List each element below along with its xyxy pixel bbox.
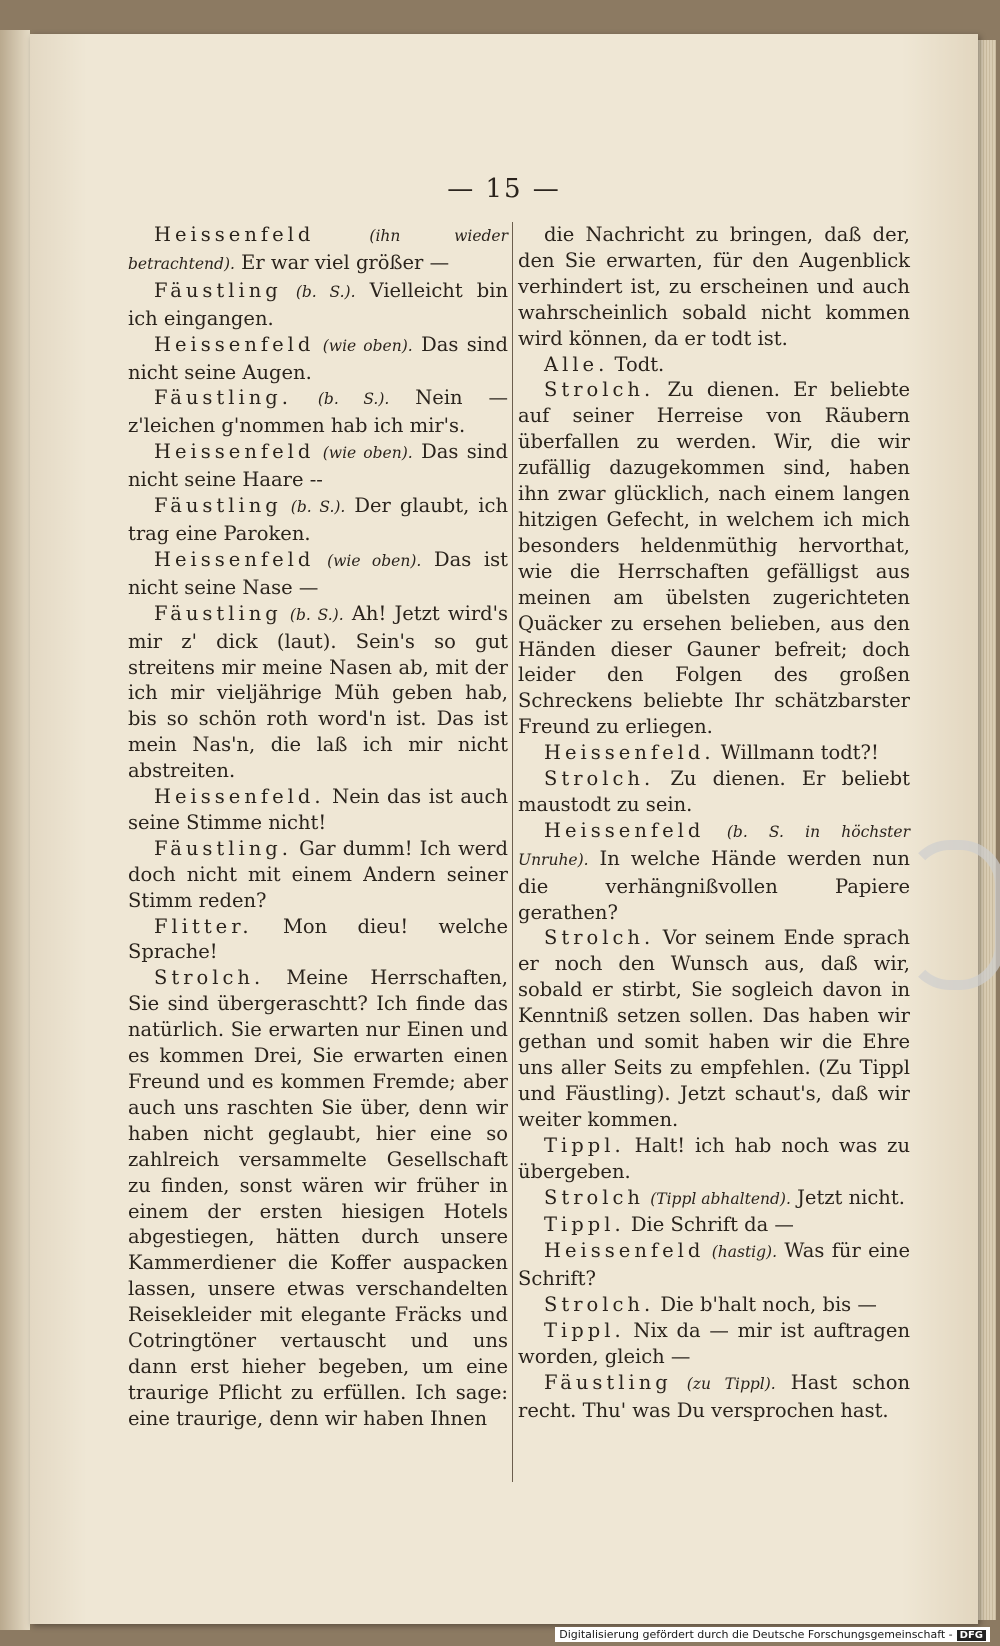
right-column: [518, 222, 910, 1424]
footer-credit: [555, 1627, 990, 1642]
dialogue-text: Das sind nicht seine Augen.: [128, 332, 508, 384]
dialogue-paragraph: [518, 1133, 910, 1185]
speaker-name: Fäustling: [154, 601, 282, 625]
speaker-name: Fäustling: [544, 1370, 672, 1394]
dialogue-text: die Nachricht zu bringen, daß der, den Sie erwarten, für den Augenblick verhindert ist, zu erscheinen und auch wahrscheinlich sobald nicht kommen wird können, da er todt ist.: [518, 223, 910, 350]
stage-direction: (wie oben).: [322, 336, 413, 355]
speaker-name: Fäustling: [154, 278, 282, 302]
dialogue-text: Hast schon recht. Thu' was Du versprochen hast.: [518, 1370, 911, 1422]
stage-direction: (b. S.).: [295, 282, 356, 301]
dialogue-text: Willmann todt?!: [720, 741, 879, 765]
speaker-name: Fäustling: [154, 494, 282, 518]
dialogue-paragraph: [518, 222, 910, 352]
dialogue-paragraph: [518, 1238, 910, 1292]
dialogue-paragraph: [518, 1212, 910, 1238]
page-stack-edge: [978, 40, 996, 1620]
dialogue-text: Todt.: [614, 352, 665, 376]
stage-direction: (b. S.).: [317, 390, 390, 409]
speaker-name: Heissenfeld: [544, 1239, 705, 1263]
dialogue-text: Meine Herrschaften, Sie sind übergeraschtt? Ich finde das natürlich. Sie erwarten nur Einen und es kommen Drei, Sie erwarten einen Freund und es kommen Fremde; aber auch uns raschten Sie über, denn wir haben nicht geglaubt, hier eine so zahlreich versammelte Gesellschaft zu finden, sonst wären wir früher in einem der ersten hiesigen Hotels abgestiegen, hätten durch unsere Kammerdiener die Koffer auspacken lassen, unsere etwas verschandelten Reisekleider mit elegante Fräcks und Cotringtöner vertauscht und uns dann erst hieher begeben, um eine traurige Pflicht zu erfüllen. Ich sage: eine traurige, denn wir haben Ihnen: [128, 966, 508, 1430]
book-page: [30, 34, 978, 1624]
page-clip: [905, 840, 1000, 990]
speaker-name: Strolch: [544, 1185, 644, 1209]
dialogue-paragraph: [518, 377, 910, 740]
dialogue-paragraph: [128, 493, 508, 547]
speaker-name: Heissenfeld: [154, 440, 315, 464]
dialogue-text: Vielleicht bin ich eingangen.: [128, 278, 509, 330]
dialogue-text: Vor seinem Ende sprach er noch den Wunsch aus, daß wir, sobald er stirbt, Sie sogleich davon in Kenntniß setzen sollen. Das haben wir gethan und somit haben wir die Ehre uns aller Seits zu empfehlen. (Zu Tippl und Fäustling). Jetzt schaut's, daß wir weiter kommen.: [518, 926, 910, 1131]
dialogue-text: Der glaubt, ich trag eine Paroken.: [128, 494, 509, 545]
facing-page-edge: [0, 30, 31, 1630]
dialogue-paragraph: [128, 914, 508, 966]
dialogue-paragraph: [518, 1318, 910, 1370]
dialogue-paragraph: [128, 332, 508, 386]
speaker-name: Tippl.: [544, 1133, 625, 1157]
dialogue-text: Gar dumm! Ich werd doch nicht mit einem Andern seiner Stimm reden?: [128, 836, 508, 912]
stage-direction: (wie oben).: [327, 551, 422, 570]
dialogue-text: Das sind nicht seine Haare --: [128, 440, 508, 492]
dialogue-paragraph: [128, 836, 508, 914]
dialogue-paragraph: [128, 278, 508, 332]
speaker-name: Strolch.: [544, 378, 655, 402]
stage-direction: (b. S.).: [290, 498, 346, 517]
dialogue-text: Er war viel größer —: [241, 250, 450, 274]
speaker-name: Fäustling.: [154, 386, 292, 410]
speaker-name: Strolch.: [544, 1293, 655, 1317]
stage-direction: (b. S.).: [289, 605, 344, 624]
dialogue-text: Zu dienen. Er beliebt maustodt zu sein.: [518, 767, 910, 816]
dialogue-paragraph: [518, 1292, 910, 1318]
dialogue-text: Jetzt nicht.: [797, 1185, 905, 1209]
speaker-name: Heissenfeld: [154, 223, 315, 246]
speaker-name: Heissenfeld: [544, 818, 705, 842]
dialogue-text: Zu dienen. Er beliebte auf seiner Herreise von Räubern überfallen zu werden. Wir, die wir zufällig dazugekommen sind, haben ihn zwar glücklich, nach einem langen hitzigen Gefecht, in welchem ich mich besonders heldenmüthig hervorthat, wie die Herrschaften gefälligst aus meinen am übelsten zugerichteten Quäcker zu ersehen belieben, aus den Händen dieser Gauner befreit; doch leider den Folgen des großen Schreckens beliebte Ihr schätzbarster Freund zu erliegen.: [518, 378, 910, 739]
speaker-name: Strolch.: [544, 926, 655, 950]
speaker-name: Fäustling.: [154, 836, 292, 860]
dfg-logo: DFG: [957, 1630, 986, 1641]
dialogue-paragraph: [518, 925, 910, 1132]
stage-direction: (Tippl abhaltend).: [650, 1189, 791, 1208]
speaker-name: Alle.: [544, 352, 609, 376]
footer-text: Digitalisierung gefördert durch die Deutsche Forschungsgemeinschaft -: [559, 1628, 953, 1641]
dialogue-text: Nein das ist auch seine Stimme nicht!: [128, 785, 508, 834]
speaker-name: Tippl.: [544, 1319, 625, 1343]
speaker-name: Tippl.: [544, 1213, 625, 1237]
speaker-name: Heissenfeld: [154, 547, 315, 571]
dialogue-text: In welche Hände werden nun die verhängnißvollen Papiere gerathen?: [518, 846, 910, 924]
dialogue-text: Nix da — mir ist auftragen worden, gleich —: [518, 1319, 911, 1368]
dialogue-paragraph: [518, 352, 910, 378]
stage-direction: (hastig).: [711, 1243, 778, 1262]
dialogue-paragraph: [128, 439, 508, 493]
dialogue-paragraph: [128, 547, 508, 601]
stage-direction: (zu Tippl).: [686, 1374, 776, 1393]
speaker-name: Heissenfeld.: [544, 741, 715, 765]
dialogue-text: Das ist nicht seine Nase —: [128, 547, 509, 599]
dialogue-paragraph: [128, 222, 508, 278]
stage-direction: (b. S. in höchster Unruhe).: [518, 822, 910, 869]
dialogue-text: Die Schrift da —: [630, 1213, 794, 1237]
dialogue-text: Die b'halt noch, bis —: [660, 1293, 877, 1317]
speaker-name: Strolch.: [154, 966, 265, 990]
speaker-name: Flitter.: [154, 914, 253, 938]
dialogue-paragraph: [128, 385, 508, 439]
dialogue-paragraph: [518, 766, 910, 818]
dialogue-paragraph: [518, 818, 910, 926]
column-divider: [512, 222, 513, 1482]
page-number: — 15 —: [447, 174, 561, 204]
left-column: [128, 222, 508, 1432]
dialogue-text: Ah! Jetzt wird's mir z' dick (laut). Sein's so gut streitens mir meine Nasen ab, mit der ich mir vieljährige Müh geben hab, bis so schön roth word'n ist. Das ist mein Nas'n, die laß ich mir nicht abstreiten.: [128, 601, 508, 783]
dialogue-paragraph: [128, 965, 508, 1431]
speaker-name: Heissenfeld: [154, 332, 315, 356]
dialogue-paragraph: [128, 784, 508, 836]
speaker-name: Strolch.: [544, 767, 655, 791]
stage-direction: (wie oben).: [322, 444, 413, 463]
dialogue-text: Halt! ich hab noch was zu übergeben.: [518, 1133, 910, 1183]
dialogue-text: Was für eine Schrift?: [518, 1239, 910, 1291]
dialogue-paragraph: [518, 740, 910, 766]
stage-direction: (ihn wieder betrachtend).: [128, 227, 508, 273]
dialogue-paragraph: [518, 1370, 910, 1424]
dialogue-text: Nein — z'leichen g'nommen hab ich mir's.: [128, 386, 508, 438]
speaker-name: Heissenfeld.: [154, 785, 325, 809]
dialogue-paragraph: [128, 601, 508, 784]
dialogue-text: Mon dieu! welche Sprache!: [128, 914, 509, 964]
dialogue-paragraph: [518, 1185, 910, 1213]
